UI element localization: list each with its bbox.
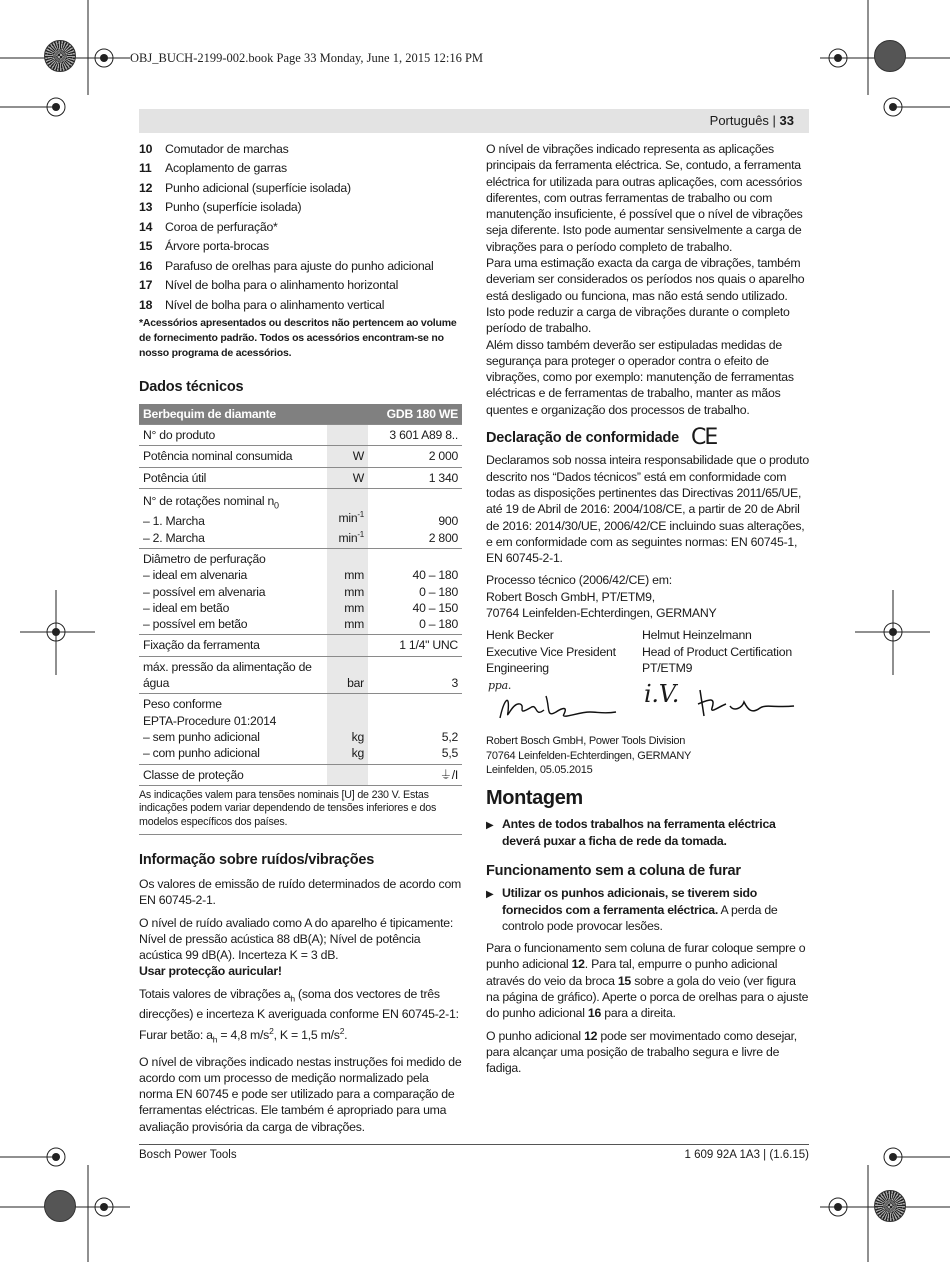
vibration-paragraph: Além disso também deverão ser estipuladas medidas de segurança para proteger o operador contra o efeito de vibrações, como por exemplo: manutenção de ferramentas eléctricas e de ferramentas de trabalho, manter as mãos quentes e organização dos processos de trabalho.: [486, 337, 794, 417]
warning-item: ▶ Utilizar os punhos adicionais, se tiverem sido fornecidos com a ferramenta eléctrica. A perda de controlo pode provocar lesões.: [486, 886, 778, 933]
grey-rosette-mark: [44, 1190, 76, 1222]
warning-item: ▶ Antes de todos trabalhos na ferramenta eléctrica deverá puxar a ficha de rede da tomada.: [486, 817, 776, 848]
subsection-heading: Funcionamento sem a coluna de furar: [486, 862, 741, 879]
signature-heinzelmann: [694, 686, 804, 726]
signature-becker: [486, 682, 636, 732]
table-row: máx. pressão da alimentação de água bar 3: [139, 656, 462, 694]
table-header-row: Berbequim de diamante GDB 180 WE: [139, 404, 462, 425]
assembly-paragraph: O punho adicional 12 pode ser movimentado como desejar, para alcançar uma posição de trabalho segura e livre de fadiga.: [486, 1028, 797, 1076]
footer-rule: [139, 1144, 809, 1145]
signatures: ppa. i.V.: [486, 676, 809, 734]
page-header: Português | 33: [709, 113, 794, 128]
assembly-paragraph: Para o funcionamento sem coluna de furar coloque sempre o punho adicional 12. Para tal, empurre o punho adicional através do veio da broca 15 sobre a gola do veio (ver figura na página de gráfico). Aperte o porca de orelhas para o ajuste do punho adicional 16 para a direita.: [486, 941, 809, 1021]
footer-right: 1 609 92A 1A3 | (1.6.15): [684, 1149, 809, 1161]
color-rosette-mark: [874, 1190, 906, 1222]
tech-data-heading: Dados técnicos: [139, 379, 244, 396]
technical-file-paragraph: Processo técnico (2006/42/CE) em: Robert Bosch GmbH, PT/ETM9, 70764 Leinfelden-Echterdingen, GERMANY: [486, 573, 717, 621]
vibration-paragraph: Para uma estimação exacta da carga de vibrações, também deveriam ser considerados os períodos nos quais o aparelho está desligado ou funciona, mas não está sendo utilizado. Isto pode reduzir a carga de vibrações durante o completo período de trabalho.: [486, 256, 805, 336]
table-row: Diâmetro de perfuração – ideal em alvenaria – possível em alvenaria – ideal em betão – possível em betão mm mm mm mm 40 – 180 0 – 180 40 – 150 0 – 180: [139, 548, 462, 634]
parts-list: [139, 141, 462, 313]
montagem-heading: Montagem: [486, 787, 583, 810]
table-row: Fixação da ferramenta 1 1/4" UNC: [139, 635, 462, 656]
table-row: Peso conforme EPTA-Procedure 01:2014 – sem punho adicional – com punho adicional kg kg 5,2 5,5: [139, 694, 462, 764]
tech-data-table: [139, 404, 462, 786]
noise-paragraph: O nível de ruído avaliado como A do aparelho é tipicamente: Nível de pressão acústica 88 dB(A); Nível de potência acústica 99 dB(A). Incerteza K = 3 dB. Usar protecção auricular!: [139, 915, 454, 979]
list-item: 18 Nível de bolha para o alinhamento vertical: [139, 297, 385, 312]
table-row: Potência nominal consumida W 2 000: [139, 446, 462, 467]
list-item: 12 Punho adicional (superfície isolada): [139, 180, 351, 195]
list-item: 15 Árvore porta-brocas: [139, 239, 269, 254]
accessories-note: *Acessórios apresentados ou descritos não pertencem ao volume de fornecimento padrão. Todos os acessórios encontram-se no nosso programa de acessórios.: [139, 317, 457, 359]
vibration-paragraph: O nível de vibrações indicado nestas instruções foi medido de acordo com um processo de medição normalizado pela norma EN 60745 e pode ser utilizado para a comparação de ferramentas eléctricas. Ele também é apropriado para uma avaliação provisória da carga de vibrações.: [139, 1054, 462, 1134]
conformity-paragraph: Declaramos sob nossa inteira responsabilidade que o produto descrito nos “Dados técnicos” está em conformidade com todas as disposições pertinentes das Directivas 2011/65/UE, até 19 de Abril de 2016: 2004/108/CE, a partir de 20 de Abril de 2016: 2014/30/UE, 2006/42/CE incluindo suas alterações, e em conformidade com as seguintes normas: EN 60745-1, EN 60745-2-1.: [486, 453, 809, 566]
list-item: 14 Coroa de perfuração*: [139, 219, 278, 234]
triangle-bullet-icon: ▶: [486, 889, 494, 901]
noise-heading: Informação sobre ruídos/vibrações: [139, 851, 375, 868]
print-header: OBJ_BUCH-2199-002.book Page 33 Monday, June 1, 2015 12:16 PM: [130, 51, 484, 65]
color-rosette-mark: [44, 40, 76, 72]
page-header-bar: [139, 109, 809, 133]
table-row: N° do produto 3 601 A89 8..: [139, 425, 462, 446]
grey-rosette-mark: [874, 40, 906, 72]
noise-paragraph: Os valores de emissão de ruído determinados de acordo com EN 60745-2-1.: [139, 876, 462, 908]
footer-left: Bosch Power Tools: [139, 1149, 237, 1161]
list-item: 10 Comutador de marchas: [139, 142, 289, 156]
triangle-bullet-icon: ▶: [486, 820, 494, 832]
right-column: [486, 141, 809, 1083]
vibration-paragraph: Totais valores de vibrações $a_h$ (soma dos vectores de três direcções) e incerteza K averiguada conforme EN 60745-2-1: Furar betão: $a_h = 4,8$ $m/s^2$, K = 1,5 $m/s^2$.: [139, 986, 459, 1045]
address-block: Robert Bosch GmbH, Power Tools Division 70764 Leinfelden-Echterdingen, GERMANY Leinfelden, 05.05.2015: [486, 735, 692, 776]
signatories: Henk Becker Executive Vice President Engineering Helmut Heinzelmann Head of Product Certification PT/ETM9: [486, 628, 792, 675]
conformity-heading: Declaração de conformidade CE: [486, 425, 717, 451]
list-item: 13 Punho (superfície isolada): [139, 200, 302, 215]
table-row: Classe de proteção ⏚/I: [139, 764, 462, 785]
ce-mark-icon: CE: [691, 425, 717, 451]
left-column: [139, 141, 462, 1141]
list-item: 17 Nível de bolha para o alinhamento horizontal: [139, 278, 399, 293]
list-item: 16 Parafuso de orelhas para ajuste do punho adicional: [139, 258, 434, 273]
vibration-paragraph: O nível de vibrações indicado representa as aplicações principais da ferramenta eléctrica. Se, contudo, a ferramenta eléctrica for utilizada para outras aplicações, com acessórios diferentes, com outras ferramentas de trabalho ou com manutenção insuficiente, é possível que o nível de vibrações seja diferente. Isto pode aumentar sensivelmente a carga de vibrações para o período completo de trabalho.: [486, 142, 803, 254]
tech-data-note: As indicações valem para tensões nominais [U] de 230 V. Estas indicações podem variar dependendo de tensões inferiores e dos modelos específicos dos países.: [139, 786, 462, 835]
table-row: N° de rotações nominal $n_0$ – 1. Marcha – 2. Marcha $\min^{-1}$ $\min^{-1}$ 900 2 800: [139, 488, 462, 548]
table-row: Potência útil W 1 340: [139, 467, 462, 488]
list-item: 11 Acoplamento de garras: [139, 161, 287, 176]
